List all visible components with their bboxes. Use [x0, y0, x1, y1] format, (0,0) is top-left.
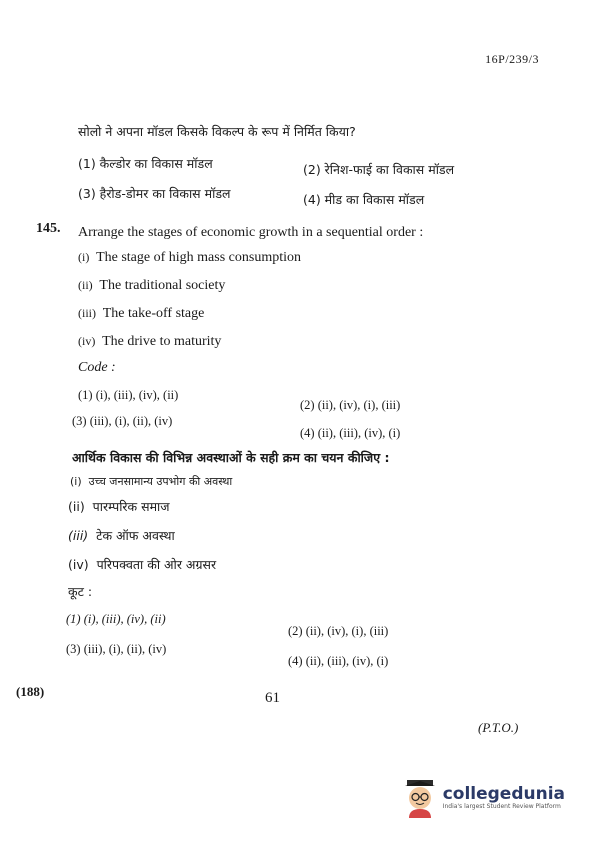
option-4-english: (4) (ii), (iii), (iv), (i) [300, 426, 401, 440]
item-number: (ii) [68, 499, 85, 514]
logo-tagline: India's largest Student Review Platform [442, 803, 561, 810]
option-2-hindi: (2) रेनिश-फाई का विकास मॉडल [303, 162, 455, 177]
item-1-english [78, 250, 301, 266]
page-number: 61 [265, 690, 280, 706]
question-stem-hindi: सोलो ने अपना मॉडल किसके विकल्प के रूप में निर्मित किया? [78, 124, 356, 139]
option-1-hindi-section: (1) (i), (iii), (iv), (ii) [66, 612, 166, 626]
item-2-english [78, 278, 225, 294]
option-4-hindi-section: (4) (ii), (iii), (iv), (i) [288, 654, 389, 668]
item-number: (iv) [68, 557, 89, 572]
item-text: परिपक्वता की ओर अग्रसर [96, 557, 217, 572]
item-1-hindi [70, 474, 232, 489]
question-stem-hindi-145: आर्थिक विकास की विभिन्न अवस्थाओं के सही क्रम का चयन कीजिए : [72, 450, 390, 465]
item-number: (iii) [68, 528, 89, 543]
item-number: (i) [78, 250, 90, 264]
item-number: (i) [70, 475, 82, 488]
option-3-hindi-section: (3) (iii), (i), (ii), (iv) [66, 642, 167, 656]
item-number: (iii) [78, 306, 96, 320]
item-text: The traditional society [99, 278, 226, 293]
option-2-english: (2) (ii), (iv), (i), (iii) [300, 398, 401, 412]
code-label-english: Code : [78, 360, 116, 375]
item-number: (ii) [78, 278, 93, 292]
option-1-english: (1) (i), (iii), (iv), (ii) [78, 388, 179, 402]
item-2-hindi [68, 498, 170, 515]
item-text: The take-off stage [102, 306, 205, 321]
item-4-hindi [68, 556, 216, 573]
option-2-hindi-section: (2) (ii), (iv), (i), (iii) [288, 624, 389, 638]
option-4-hindi: (4) मीड का विकास मॉडल [303, 192, 425, 207]
question-stem-english: Arrange the stages of economic growth in a sequential order : [78, 225, 424, 240]
item-text: टेक ऑफ अवस्था [96, 528, 175, 543]
item-text: पारम्परिक समाज [92, 499, 170, 514]
collegedunia-logo [403, 778, 565, 818]
paper-code-header: 16P/239/3 [485, 52, 539, 66]
pto-label: (P.T.O.) [478, 720, 519, 735]
question-number: 145. [36, 221, 61, 236]
logo-name: collegedunia [442, 784, 565, 804]
item-3-english [78, 306, 204, 322]
code-label-hindi: कूट : [68, 584, 93, 599]
option-3-hindi: (3) हैरोड-डोमर का विकास मॉडल [78, 186, 231, 201]
item-text: The stage of high mass consumption [96, 250, 301, 265]
option-1-hindi: (1) कैल्डोर का विकास मॉडल [78, 156, 213, 171]
option-3-english: (3) (iii), (i), (ii), (iv) [72, 414, 173, 428]
mascot-icon [403, 778, 437, 818]
item-text: The drive to maturity [102, 334, 222, 349]
item-number: (iv) [78, 334, 96, 348]
item-4-english [78, 334, 221, 350]
item-text: उच्च जनसामान्य उपभोग की अवस्था [88, 475, 233, 488]
item-3-hindi [68, 527, 175, 544]
paper-code-footer: (188) [16, 684, 45, 699]
